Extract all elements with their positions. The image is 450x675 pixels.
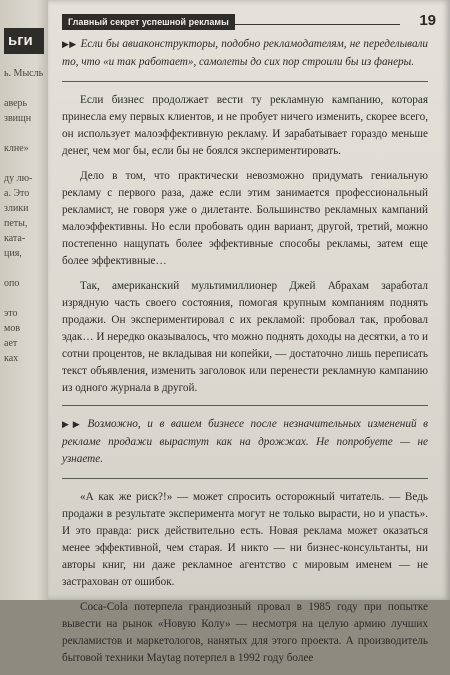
page-number: 19 [419, 12, 436, 29]
running-header [62, 14, 436, 30]
left-page-line: петы, [4, 218, 28, 229]
left-page-line [4, 261, 52, 276]
aside-text: Если бы авиаконструкторы, подобно рекламодателям, не переделывали то, что «и так работает», самолеты до сих пор строили бы из фанеры. [62, 38, 429, 68]
left-page-text [4, 66, 52, 366]
left-page-line: ает [4, 338, 18, 349]
page-body [62, 36, 428, 675]
paragraph: Так, американский мультимиллионер Джей Абрахам заработал изрядную часть своего состояния, помогая крупным компаниям поднять продажи. Он экспериментировал с их рекламой: пробовал так, пробовал эдак… И нередко оказывалось, что можно поднять доходы на десятки, а то и сотни процентов, не вкладывая ни копейки, — достаточно лишь переписать текст объявления, изменить заголовок или перенести рекламную кампанию из одного журнала в другой. [62, 280, 428, 394]
section-title: Главный секрет успешной рекламы [62, 14, 235, 30]
aside-divider [62, 405, 428, 406]
aside-note [62, 36, 428, 71]
left-page-edge [0, 0, 52, 600]
paragraph: Coca-Cola потерпела грандиозный провал в 1985 году при попытке вывести на рынок «Новую Колу» — несмотря на целую армию лучших рекламистов и маркетологов, нанятых для этого проекта. А производитель бытовой техники Maytag потерпел в 1992 году более [62, 601, 428, 664]
left-page-heading: ьги [4, 28, 44, 54]
left-page-line: клне» [4, 143, 29, 154]
left-page-line: а. Это [4, 188, 30, 199]
book-page [48, 0, 450, 664]
aside-text: Возможно, и в вашем бизнесе после незначительных изменений в рекламе продажи вырастут как на дрожжах. Не попробуете — не узнаете. [62, 418, 428, 465]
left-page-line [4, 156, 52, 171]
double-arrow-icon: ▶▶ [62, 40, 77, 50]
left-page-line: ках [4, 353, 19, 364]
left-page-line: звищн [4, 113, 32, 124]
left-page-line [4, 126, 52, 141]
left-page-line: опо [4, 278, 20, 289]
left-page-line [4, 81, 52, 96]
left-page-line: ду лю- [4, 173, 33, 184]
left-page-line [4, 291, 52, 306]
aside-divider [62, 81, 428, 82]
paragraph: Дело в том, что практически невозможно придумать гениальную рекламу с первого раза, даже если этим занимается профессиональный рекламист, не говоря уже о дилетанте. Большинство рекламных кампаний малоэффективны. Но если пробовать один вариант, другой, третий, можно постепенно нащупать более эффективные способы рекламы, затем еще более эффективные… [62, 170, 428, 267]
left-page-line: ката- [4, 233, 26, 244]
left-page-line: ь. Мысль [4, 68, 44, 79]
left-page-line: злики [4, 203, 29, 214]
left-page-line: это [4, 308, 18, 319]
left-page-line: аверь [4, 98, 28, 109]
left-page-line: мов [4, 323, 21, 334]
aside-divider [62, 478, 428, 479]
paragraph: «А как же риск?!» — может спросить осторожный читатель. — Ведь продажи в результате эксперимента могут не только вырасти, но и упасть». И это правда: риск действительно есть. Новая реклама может оказаться менее эффективной, чем старая. И никто — ни бизнес-консультанты, ни авторы книг, ни даже рекламное агентство с мировым именем — не застрахован от ошибок. [62, 491, 428, 588]
left-page-line: ция, [4, 248, 22, 259]
double-arrow-icon: ▶▶ [62, 420, 84, 430]
paragraph: Если бизнес продолжает вести ту рекламную кампанию, которая принесла ему первых клиентов, и не пробует ничего изменить, скорее всего, он использует малоэффективную рекламу. И зарабатывает гораздо меньше денег, чем мог бы, если бы не боялся экспериментировать. [62, 94, 428, 157]
aside-note [62, 416, 428, 468]
